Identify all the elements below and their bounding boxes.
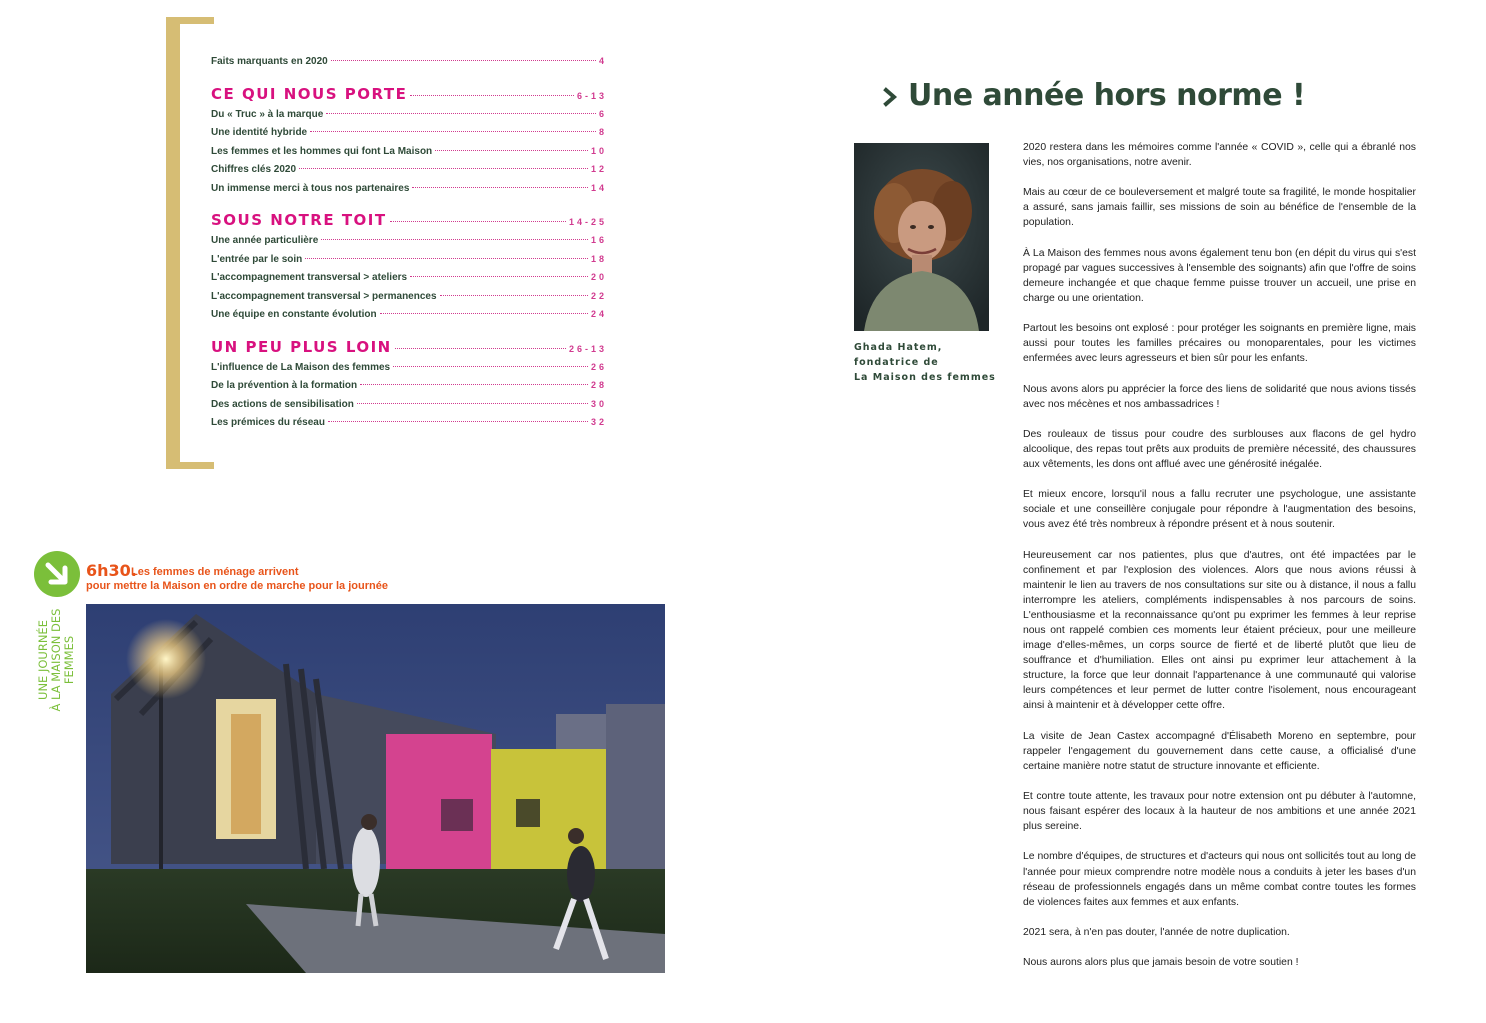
page-title-text: Une année hors norme ! <box>908 78 1306 113</box>
journey-label <box>37 600 81 720</box>
toc-bracket <box>166 17 214 469</box>
toc-item-title: Du « Truc » à la marque <box>211 108 324 120</box>
toc-section-un-peu-plus-loin[interactable] <box>211 336 607 358</box>
toc-item-page: 30 <box>590 398 607 409</box>
journey-label-line: À LA MAISON DES <box>49 608 63 712</box>
toc-item-title: Chiffres clés 2020 <box>211 164 297 175</box>
toc-item-title: Un immense merci à tous nos partenaires <box>211 182 410 194</box>
toc-section-title: CE QUI NOUS PORTE <box>211 84 408 103</box>
toc-item-page: 8 <box>598 127 607 137</box>
portrait-caption-line: Ghada Hatem, <box>854 342 943 353</box>
chevron-right-icon <box>880 81 902 111</box>
toc-item-page: 16 <box>590 235 607 245</box>
toc-section-pages: 14-25 <box>568 217 607 227</box>
toc-item[interactable] <box>211 123 607 142</box>
toc-item-title: L'entrée par le soin <box>211 253 303 265</box>
letter-paragraph: Et contre toute attente, les travaux pour notre extension ont pu débuter à l'automne, nous faisant espérer des locaux à la hauteur de nos ambitions et une année 2021 plus sereine. <box>1023 791 1416 833</box>
caption-line: Les femmes de ménage arrivent <box>131 566 299 578</box>
toc-item-page: 18 <box>590 253 607 264</box>
toc-item-title: L'influence de La Maison des femmes <box>211 361 391 373</box>
portrait-caption <box>854 340 1014 385</box>
letter-paragraph: 2021 sera, à n'en pas douter, l'année de notre duplication. <box>1023 926 1290 938</box>
letter-paragraph: Partout les besoins ont explosé : pour protéger les soignants en première ligne, mais aussi pour toutes les familles précaires ou monoparentales, pour les victimes enfermées avec leurs agresseurs et bien sûr pour les enfants. <box>1023 323 1416 365</box>
letter-paragraph: Nous aurons alors plus que jamais besoin de votre soutien ! <box>1023 957 1299 969</box>
toc-item-title: Des actions de sensibilisation <box>211 398 354 410</box>
toc-item-title: Une identité hybride <box>211 127 308 138</box>
toc-item-page: 22 <box>590 290 607 301</box>
toc-item-page: 12 <box>590 164 607 174</box>
toc-item-title: L'accompagnement transversal > permanences <box>211 290 437 302</box>
toc-item-title: De la prévention à la formation <box>211 380 358 391</box>
building-night-photo <box>86 604 665 973</box>
portrait-caption-line: fondatrice de <box>854 357 939 368</box>
toc-item[interactable] <box>211 305 607 324</box>
toc-section-pages: 26-13 <box>568 343 607 354</box>
arrow-down-right-icon <box>34 551 80 597</box>
page-title <box>880 78 1305 113</box>
toc-item-title: Les femmes et les hommes qui font La Maison <box>211 145 433 157</box>
toc-item[interactable] <box>211 376 607 395</box>
journey-label-line: FEMMES <box>62 635 76 685</box>
toc-item-page: 24 <box>590 309 607 319</box>
toc-item-page: 4 <box>598 56 607 66</box>
toc-item[interactable] <box>211 358 607 377</box>
toc-intro[interactable] <box>211 52 607 71</box>
toc-item-title: L'accompagnement transversal > ateliers <box>211 272 408 283</box>
letter-paragraph: Le nombre d'équipes, de structures et d'acteurs qui nous ont sollicités tout au long de l'année pour mieux comprendre notre modèle nous a conduits à jeter les bases d'un réseau de professionnels engagés dans un même combat contre toutes les formes de violences faites aux femmes et aux enfants. <box>1023 851 1416 908</box>
toc-item-page: 32 <box>590 417 607 427</box>
toc-section-pages: 6-13 <box>576 90 607 101</box>
portrait-caption-line: La Maison des femmes <box>854 372 996 383</box>
letter-paragraph: Nous avons alors pu apprécier la force des liens de solidarité que nous avions tissés avec nos mécènes et nos ambassadrices ! <box>1023 383 1416 410</box>
letter-paragraph: Et mieux encore, lorsqu'il nous a fallu recruter une psychologue, une assistante sociale et une conseillère conjugale pour répondre à l'augmentation des besoins, vous avez été très nombreux à répondre présent et à nous soutenir. <box>1023 489 1416 531</box>
toc-item-page: 10 <box>590 145 607 156</box>
toc-item-title: Faits marquants en 2020 <box>211 56 328 67</box>
letter-paragraph: 2020 restera dans les mémoires comme l'année « COVID », celle qui a ébranlé nos vies, nos organisations, notre avenir. <box>1023 142 1416 169</box>
letter-paragraph: À La Maison des femmes nous avons également tenu bon (en dépit du virus qui s'est propagé par vagues successives à l'ensemble des soignants) afin que l'offre de soins demeure inchangée et que chaque femme puisse trouver un accueil, une prise en charge ou une orientation. <box>1023 247 1416 304</box>
toc-item-page: 26 <box>590 361 607 372</box>
letter-paragraph: Mais au cœur de ce bouleversement et malgré toute sa fragilité, le monde hospitalier a assuré, sans jamais faillir, ses missions de soin au bénéfice de l'ensemble de la population. <box>1023 187 1416 229</box>
toc-section-title: SOUS NOTRE TOIT <box>211 211 387 229</box>
toc-item-title: Les prémices du réseau <box>211 417 325 428</box>
toc-item-page: 28 <box>590 380 607 390</box>
toc-item[interactable] <box>211 268 607 287</box>
toc-item-title: Une année particulière <box>211 235 319 246</box>
editorial-letter <box>1023 140 1416 985</box>
journey-label-line: UNE JOURNÉE <box>36 620 50 700</box>
toc-item[interactable] <box>211 413 607 432</box>
toc-item[interactable] <box>211 160 607 179</box>
letter-paragraph: Des rouleaux de tissus pour coudre des surblouses aux flacons de gel hydro alcoolique, des repas tout prêts aux produits de première nécessité, des chaussures aux vêtements, les dons ont afflué avec une générosité inégalée. <box>1023 428 1416 470</box>
caption-time: 6h30. <box>86 561 137 580</box>
caption-line: pour mettre la Maison en ordre de marche pour la journée <box>86 580 388 592</box>
photo-caption <box>86 565 406 593</box>
toc-item[interactable] <box>211 395 607 414</box>
letter-paragraph: La visite de Jean Castex accompagné d'Élisabeth Moreno en septembre, pour rappeler l'engagement du gouvernement dans cette cause, a officialisé d'une certaine manière notre statut de structure innovante et efficiente. <box>1023 730 1416 772</box>
toc-item-page: 20 <box>590 272 607 282</box>
toc-item[interactable] <box>211 250 607 269</box>
toc-item-title: Une équipe en constante évolution <box>211 309 377 320</box>
toc-section-ce-qui-nous-porte[interactable] <box>211 83 607 105</box>
toc-item-page: 6 <box>598 108 607 119</box>
toc-section-title: UN PEU PLUS LOIN <box>211 337 392 356</box>
toc-item[interactable] <box>211 179 607 198</box>
toc-section-sous-notre-toit[interactable] <box>211 209 607 231</box>
toc-item[interactable] <box>211 105 607 124</box>
founder-portrait-photo <box>854 143 989 331</box>
toc-item[interactable] <box>211 142 607 161</box>
toc-item[interactable] <box>211 287 607 306</box>
toc-item[interactable] <box>211 231 607 250</box>
letter-paragraph: Heureusement car nos patientes, plus que d'autres, ont été impactées par le confinement et par l'explosion des violences. Alors que nous avions réussi à maintenir le lien au travers de nos consultations sur site ou à distance, il nous a fallu interrompre les ateliers, compléments indispensables à nos parcours de soins. L'enthousiasme et la reconnaissance qu'ont pu exprimer les femmes à leur reprise nous ont rappelé combien ces moments leur étaient précieux, pour une meilleure image d'elles-mêmes, un corps source de fierté et de liberté plutôt que lieu de souffrance et d'humiliation. Elles ont ainsi pu exprimer leur attachement à la structure, la force que leur donnait l'appartenance à une communauté qui valorise leurs compétences et leur permet de lutter contre l'isolement, nous encourageant ainsi à maintenir et à développer cette offre. <box>1023 549 1416 712</box>
toc-item-page: 14 <box>590 182 607 193</box>
table-of-contents <box>211 52 607 432</box>
